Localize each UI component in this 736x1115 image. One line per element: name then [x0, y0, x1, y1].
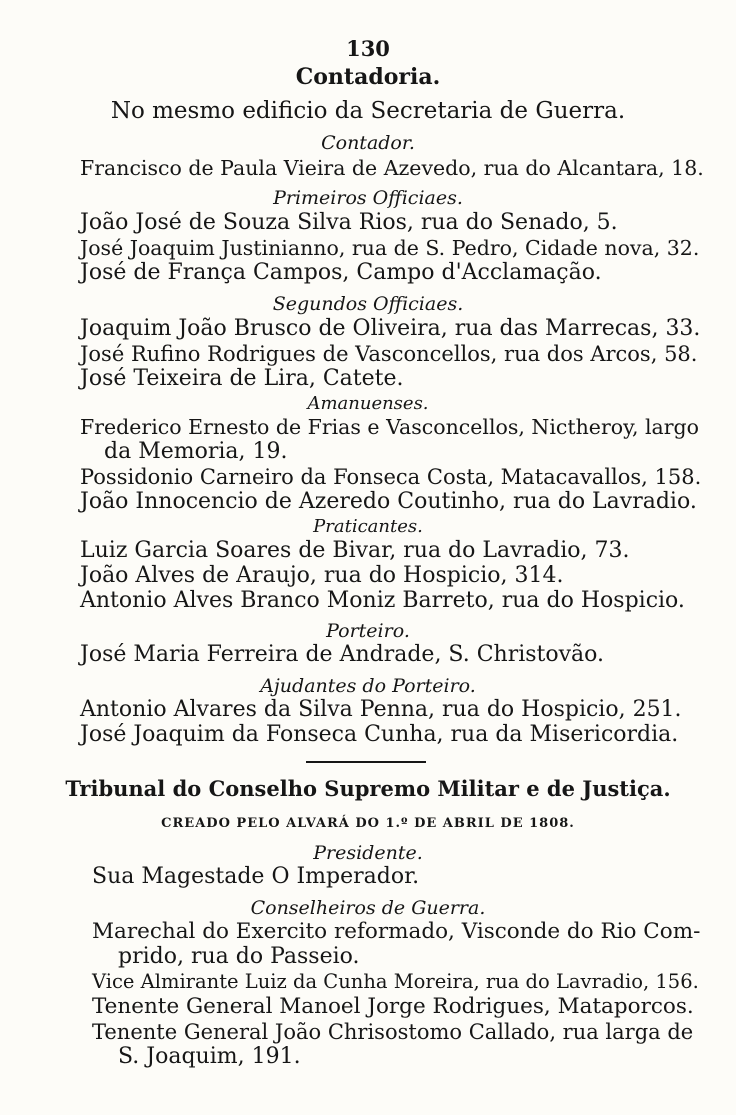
heading-praticantes: Praticantes. — [313, 516, 423, 537]
entry-presidente: Sua Magestade O Imperador. — [92, 864, 420, 889]
entry-porteiro: José Maria Ferreira de Andrade, S. Christovão. — [80, 642, 605, 667]
page-number: 130 — [346, 36, 390, 61]
entry-conselheiro-1-cont: prido, rua do Passeio. — [118, 944, 360, 969]
heading-contador: Contador. — [321, 132, 415, 154]
heading-amanuenses: Amanuenses. — [307, 393, 429, 414]
entry-segundo-3: José Teixeira de Lira, Catete. — [80, 366, 404, 391]
heading-conselheiros: Conselheiros de Guerra. — [250, 897, 486, 919]
heading-ajudantes: Ajudantes do Porteiro. — [260, 675, 476, 697]
entry-conselheiro-4-cont: S. Joaquim, 191. — [118, 1044, 301, 1069]
section-title-contadoria: Contadoria. — [295, 64, 441, 90]
heading-segundos: Segundos Officiaes. — [272, 293, 464, 315]
entry-conselheiro-3: Tenente General Manoel Jorge Rodrigues, Mataporcos. — [92, 994, 694, 1019]
section-subtitle: No mesmo edificio da Secretaria de Guerra. — [110, 98, 626, 124]
entry-primeiro-2: José Joaquim Justinianno, rua de S. Pedro, Cidade nova, 32. — [80, 236, 700, 260]
entry-segundo-2: José Rufino Rodrigues de Vasconcellos, rua dos Arcos, 58. — [80, 342, 698, 366]
entry-conselheiro-4: Tenente General João Chrisostomo Callado, rua larga de — [92, 1020, 694, 1044]
entry-amanuense-3: João Innocencio de Azeredo Coutinho, rua do Lavradio. — [80, 489, 697, 514]
entry-ajudante-1: Antonio Alvares da Silva Penna, rua do Hospicio, 251. — [80, 697, 682, 722]
heading-presidente: Presidente. — [313, 842, 423, 864]
entry-primeiro-3: José de França Campos, Campo d'Acclamação. — [80, 260, 602, 285]
entry-contador: Francisco de Paula Vieira de Azevedo, rua do Alcantara, 18. — [80, 156, 704, 180]
section-divider — [306, 761, 426, 763]
entry-amanuense-1-cont: da Memoria, 19. — [104, 439, 288, 464]
entry-ajudante-2: José Joaquim da Fonseca Cunha, rua da Misericordia. — [80, 722, 679, 747]
entry-primeiro-1: João José de Souza Silva Rios, rua do Senado, 5. — [80, 210, 618, 235]
entry-conselheiro-1: Marechal do Exercito reformado, Visconde do Rio Com- — [92, 919, 701, 944]
heading-primeiros: Primeiros Officiaes. — [273, 187, 463, 209]
entry-praticante-2: João Alves de Araujo, rua do Hospicio, 314. — [80, 563, 564, 588]
heading-porteiro: Porteiro. — [326, 620, 410, 642]
entry-conselheiro-2: Vice Almirante Luiz da Cunha Moreira, rua do Lavradio, 156. — [92, 970, 699, 993]
entry-praticante-1: Luiz Garcia Soares de Bivar, rua do Lavradio, 73. — [80, 538, 630, 563]
creation-note: CREADO PELO ALVARÁ DO 1.º DE ABRIL DE 1808. — [161, 816, 575, 831]
entry-amanuense-2: Possidonio Carneiro da Fonseca Costa, Matacavallos, 158. — [80, 465, 702, 489]
entry-amanuense-1: Frederico Ernesto de Frias e Vasconcellos, Nictheroy, largo — [80, 415, 700, 439]
entry-segundo-1: Joaquim João Brusco de Oliveira, rua das Marrecas, 33. — [80, 316, 701, 341]
entry-praticante-3: Antonio Alves Branco Moniz Barreto, rua do Hospicio. — [80, 588, 685, 613]
section-title-tribunal: Tribunal do Conselho Supremo Militar e de Justiça. — [65, 776, 671, 801]
